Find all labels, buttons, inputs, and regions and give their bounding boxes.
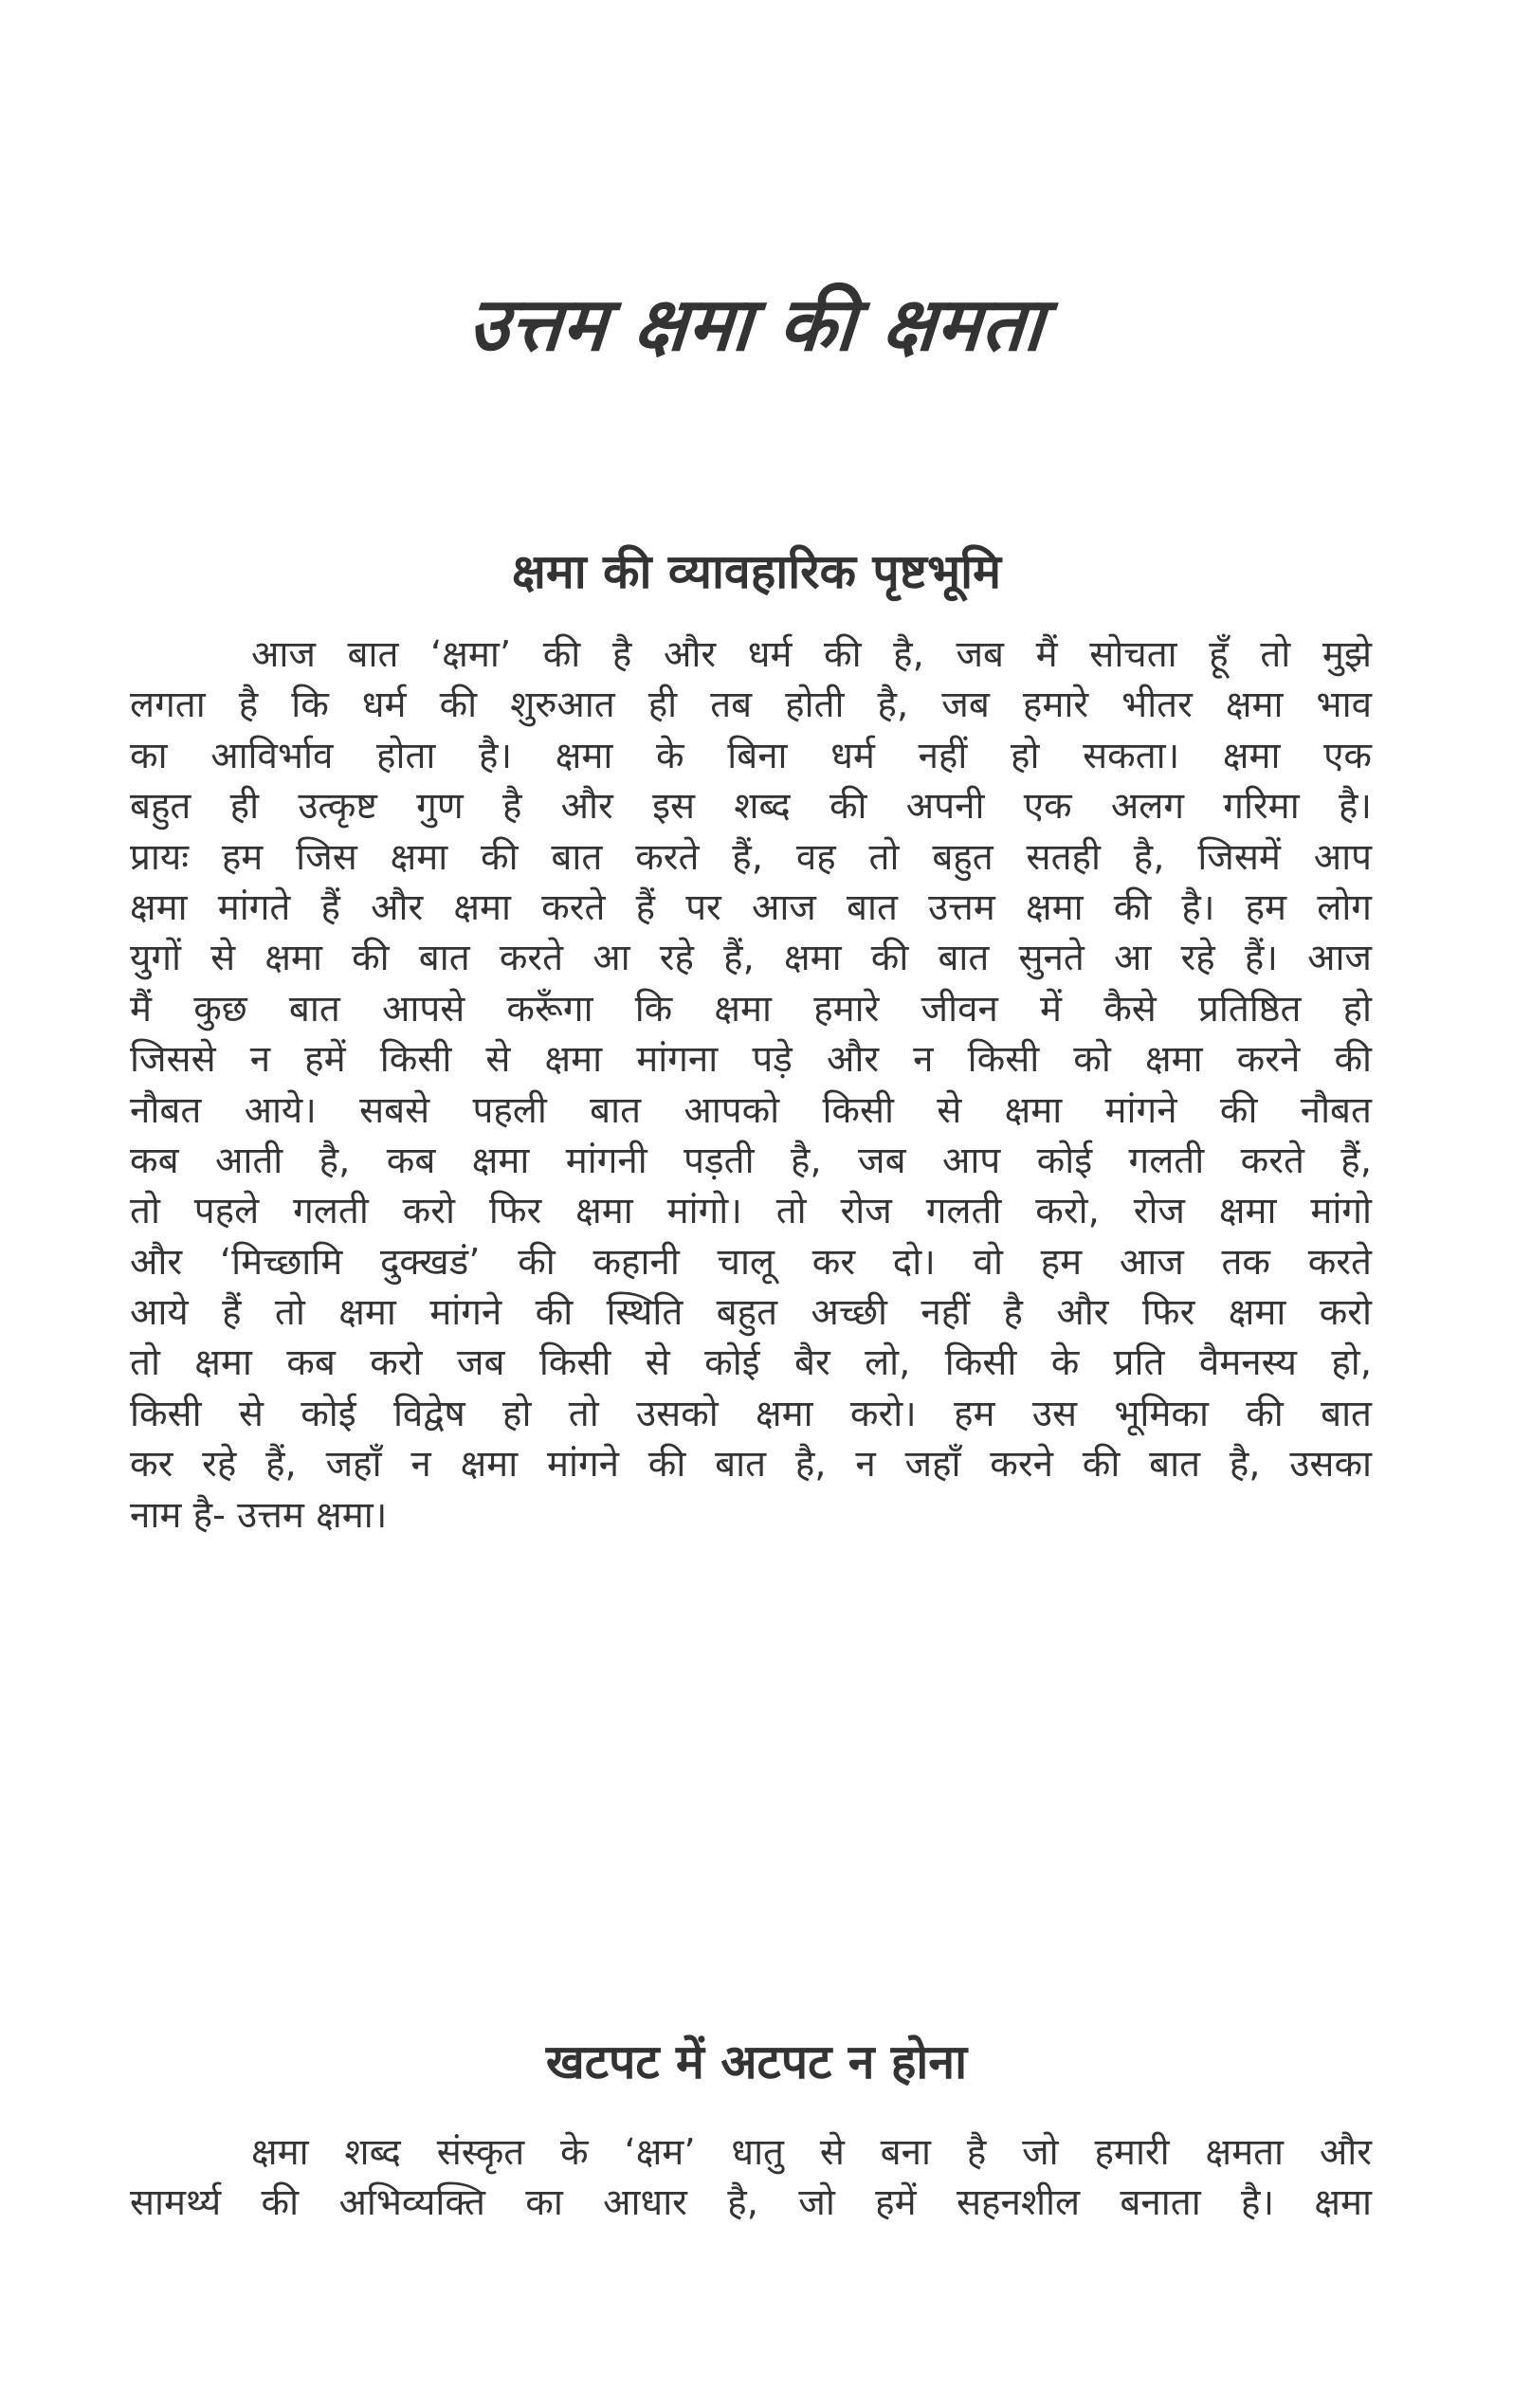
chapter-title: उत्तम क्षमा की क्षमता [465,283,1048,368]
paragraph-line: कर रहे हैं, जहाँ न क्षमा मांगने की बात है, न जहाँ करने की बात है, उसका [130,1443,1372,1487]
section-body-khatpat [130,2127,1372,2229]
paragraph-line: सामर्थ्य की अभिव्यक्ति का आधार है, जो हमें सहनशील बनाता है। क्षमा [130,2181,1372,2225]
paragraph-line: जिससे न हमें किसी से क्षमा मांगना पड़े और न किसी को क्षमा करने की [130,1038,1372,1082]
paragraph-line: नाम है- उत्तम क्षमा। [130,1493,388,1537]
section-heading-practical-background: क्षमा की व्यावहारिक पृष्टभूमि [511,544,1002,599]
paragraph-line: और ‘मिच्छामि दुक्खडं’ की कहानी चालू कर दो। वो हम आज तक करते [130,1240,1372,1284]
paragraph-line: आज बात ‘क्षमा’ की है और धर्म की है, जब मैं सोचता हूँ तो मुझे [251,633,1372,676]
paragraph-line: किसी से कोई विद्वेष हो तो उसको क्षमा करो। हम उस भूमिका की बात [130,1392,1372,1435]
paragraph-line: कब आती है, कब क्षमा मांगनी पड़ती है, जब आप कोई गलती करते हैं, [130,1139,1372,1182]
paragraph-line: का आविर्भाव होता है। क्षमा के बिना धर्म नहीं हो सकता। क्षमा एक [130,734,1372,777]
paragraph-line: आये हैं तो क्षमा मांगने की स्थिति बहुत अच्छी नहीं है और फिर क्षमा करो [130,1291,1372,1335]
paragraph-line: मैं कुछ बात आपसे करूँगा कि क्षमा हमारे जीवन में कैसे प्रतिष्ठित हो [130,987,1372,1031]
paragraph-line: तो पहले गलती करो फिर क्षमा मांगो। तो रोज गलती करो, रोज क्षमा मांगो [130,1190,1372,1233]
paragraph-line: बहुत ही उत्कृष्ट गुण है और इस शब्द की अपनी एक अलग गरिमा है। [130,785,1372,829]
paragraph-line: नौबत आये। सबसे पहली बात आपको किसी से क्षमा मांगने की नौबत [130,1088,1372,1132]
paragraph-line: युगों से क्षमा की बात करते आ रहे हैं, क्षमा की बात सुनते आ रहे हैं। आज [130,937,1372,980]
paragraph-line: प्रायः हम जिस क्षमा की बात करते हैं, वह तो बहुत सतही है, जिसमें आप [130,835,1372,879]
section-body-practical-background [130,629,1372,1541]
paragraph-line: क्षमा शब्द संस्कृत के ‘क्षम’ धातु से बना है जो हमारी क्षमता और [251,2131,1372,2174]
paragraph-line: तो क्षमा कब करो जब किसी से कोई बैर लो, किसी के प्रति वैमनस्य हो, [130,1341,1372,1385]
paragraph-line: लगता है कि धर्म की शुरुआत ही तब होती है, जब हमारे भीतर क्षमा भाव [130,684,1372,727]
paragraph-line: क्षमा मांगते हैं और क्षमा करते हैं पर आज बात उत्तम क्षमा की है। हम लोग [130,885,1372,929]
section-heading-khatpat: खटपट में अटपट न होना [545,2034,968,2089]
